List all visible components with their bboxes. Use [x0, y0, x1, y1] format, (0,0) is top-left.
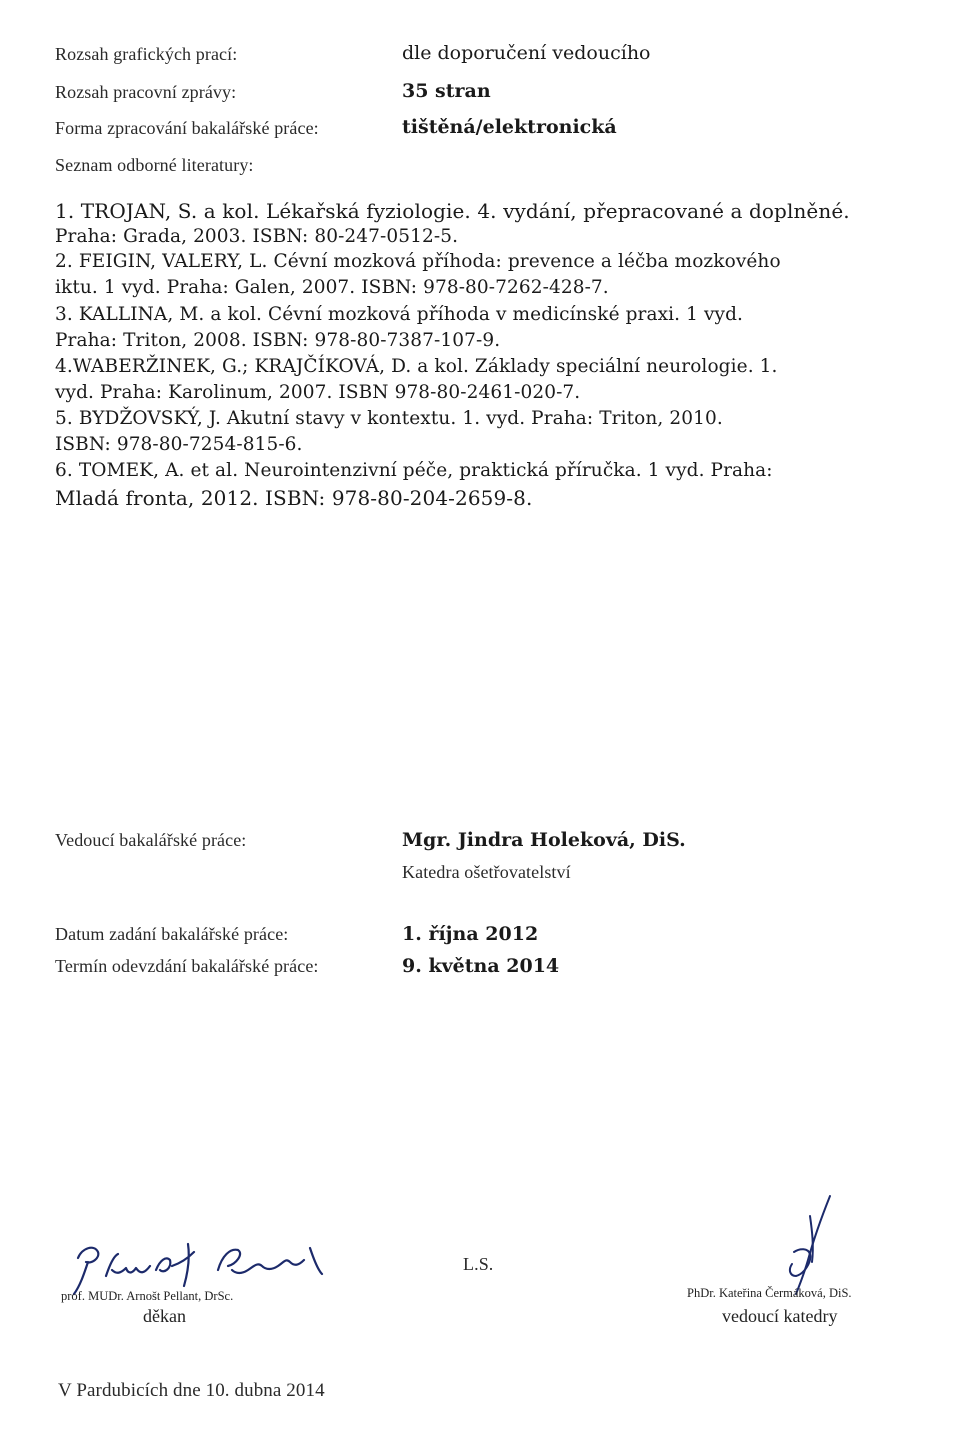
reference-line: 1. TROJAN, S. a kol. Lékařská fyziologie. 4. vydání, přepracované a doplněné.: [55, 199, 850, 223]
report-scope-value: 35 stran: [402, 80, 491, 102]
head-role: vedoucí katedry: [722, 1306, 838, 1326]
reference-line: Praha: Triton, 2008. ISBN: 978-80-7387-107-9.: [55, 330, 501, 351]
dean-role: děkan: [143, 1306, 186, 1326]
head-name: PhDr. Kateřina Čermáková, DiS.: [687, 1286, 852, 1300]
form-label: Forma zpracování bakalářské práce:: [55, 118, 319, 138]
supervisor-name: Mgr. Jindra Holeková, DiS.: [402, 829, 686, 851]
reference-line: 3. KALLINA, M. a kol. Cévní mozková příhoda v medicínské praxi. 1 vyd.: [55, 304, 744, 325]
reference-line: ISBN: 978-80-7254-815-6.: [55, 434, 303, 455]
graphics-scope-label: Rozsah grafických prací:: [55, 44, 238, 64]
reference-line: 5. BYDŽOVSKÝ, J. Akutní stavy v kontextu. 1. vyd. Praha: Triton, 2010.: [55, 408, 723, 429]
supervisor-department: Katedra ošetřovatelství: [402, 862, 571, 882]
submission-date-label: Termín odevzdání bakalářské práce:: [55, 956, 319, 976]
reference-line: 4.WABERŽINEK, G.; KRAJČÍKOVÁ, D. a kol. Základy speciální neurologie. 1.: [55, 356, 778, 377]
assignment-date-label: Datum zadání bakalářské práce:: [55, 924, 289, 944]
assignment-date-value: 1. října 2012: [402, 923, 539, 945]
head-signature: [770, 1190, 850, 1300]
submission-date-value: 9. května 2014: [402, 955, 560, 977]
report-scope-label: Rozsah pracovní zprávy:: [55, 82, 237, 102]
reference-line: iktu. 1 vyd. Praha: Galen, 2007. ISBN: 978-80-7262-428-7.: [55, 277, 609, 298]
reference-line: vyd. Praha: Karolinum, 2007. ISBN 978-80-2461-020-7.: [55, 382, 581, 403]
literature-label: Seznam odborné literatury:: [55, 155, 254, 175]
place-date: V Pardubicích dne 10. dubna 2014: [58, 1380, 325, 1401]
reference-line: Mladá fronta, 2012. ISBN: 978-80-204-2659-8.: [55, 486, 533, 510]
graphics-scope-value: dle doporučení vedoucího: [402, 42, 651, 64]
reference-line: 2. FEIGIN, VALERY, L. Cévní mozková příhoda: prevence a léčba mozkového: [55, 251, 781, 272]
supervisor-label: Vedoucí bakalářské práce:: [55, 830, 247, 850]
seal-placeholder: L.S.: [463, 1254, 494, 1274]
dean-name: prof. MUDr. Arnošt Pellant, DrSc.: [61, 1289, 234, 1303]
reference-line: Praha: Grada, 2003. ISBN: 80-247-0512-5.: [55, 226, 459, 247]
reference-line: 6. TOMEK, A. et al. Neurointenzivní péče, praktická příručka. 1 vyd. Praha:: [55, 460, 773, 481]
form-value: tištěná/elektronická: [402, 116, 617, 138]
